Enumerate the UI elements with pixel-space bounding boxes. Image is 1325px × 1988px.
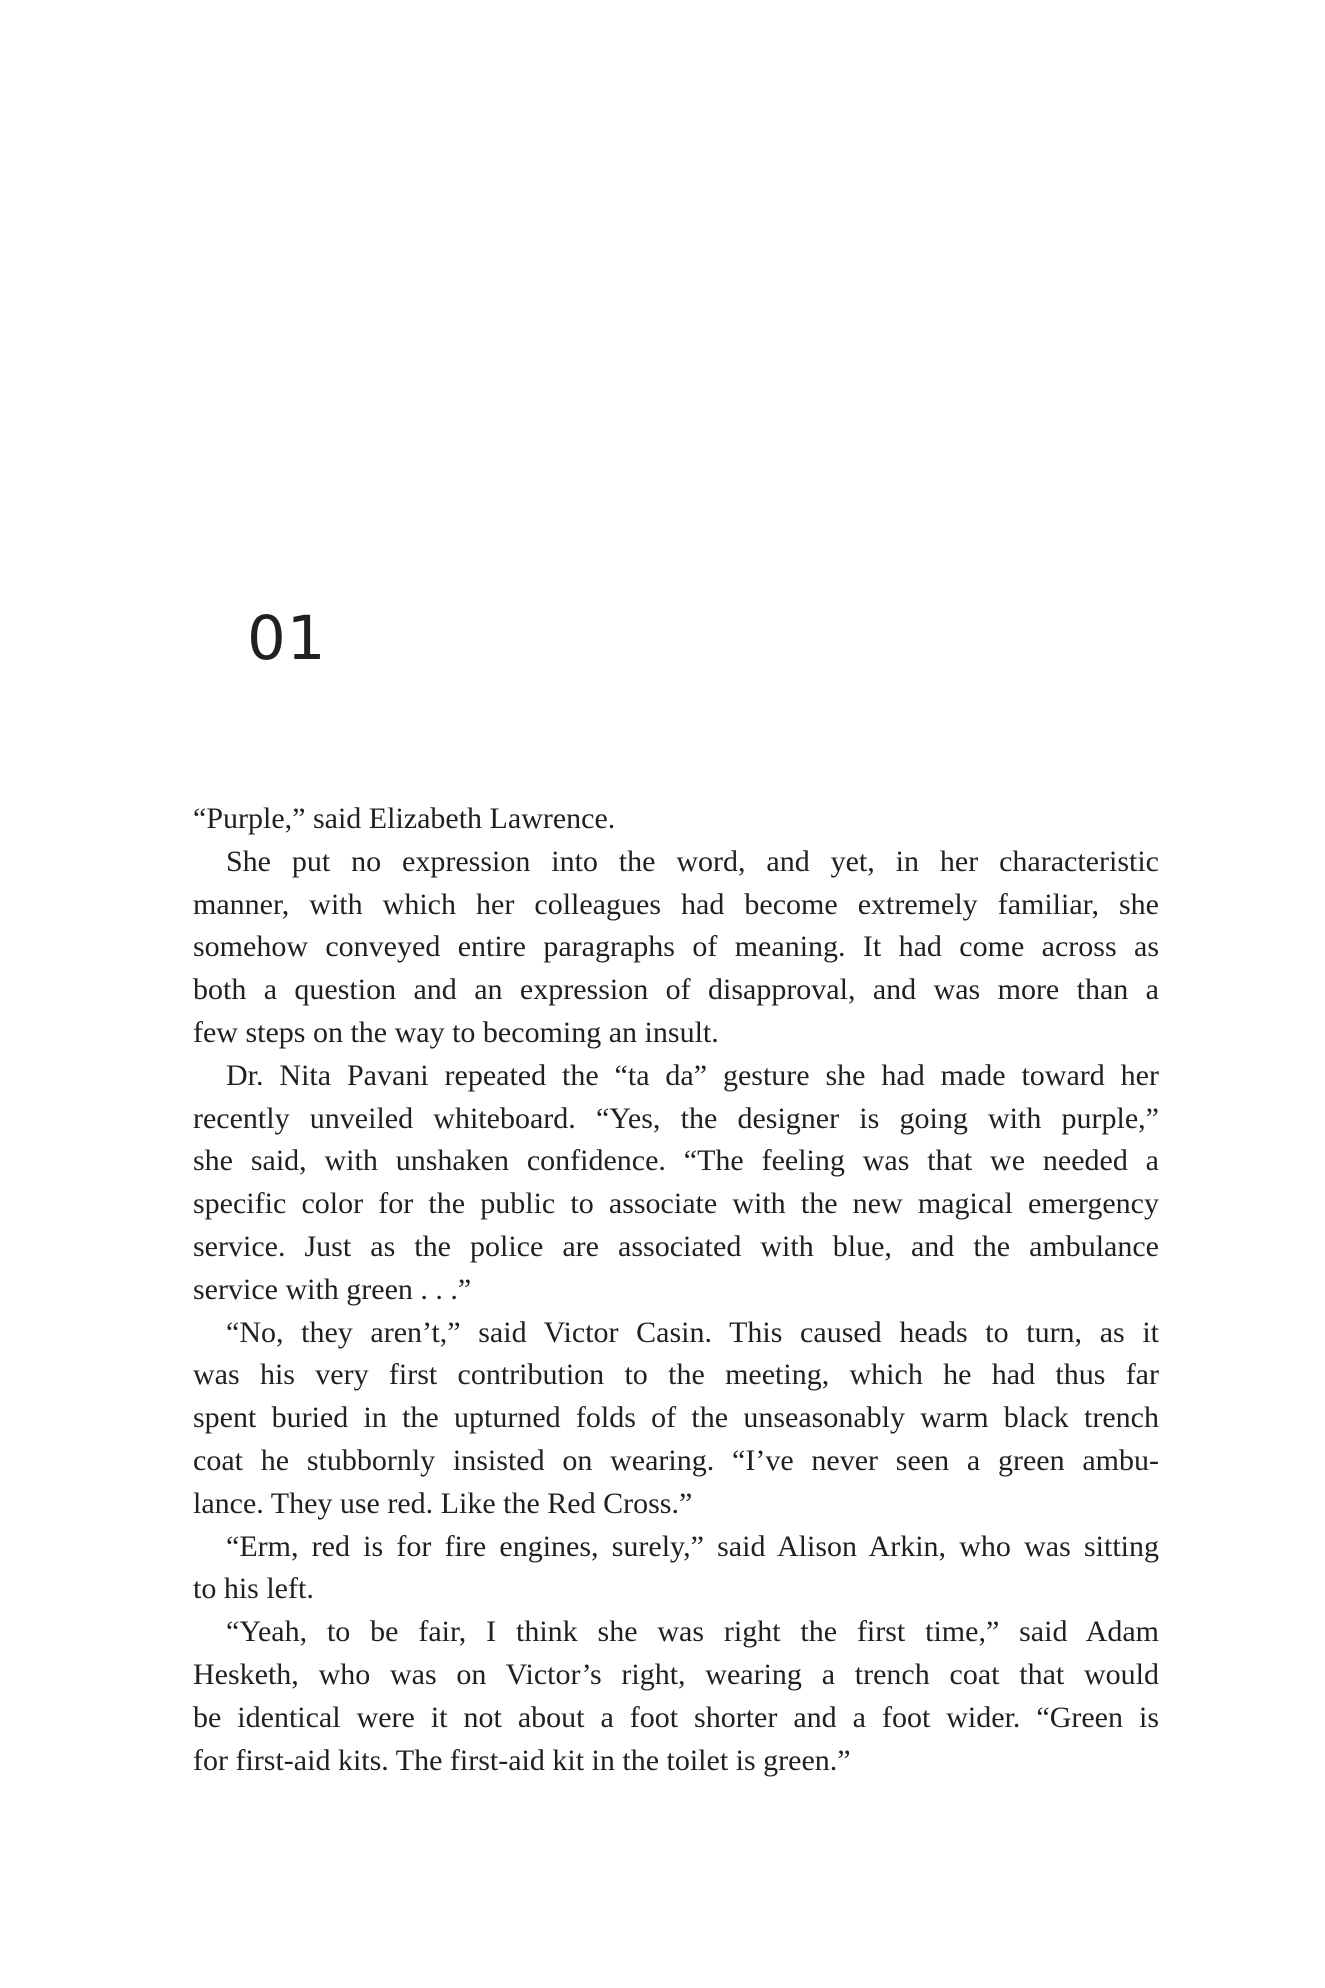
paragraph-line: few steps on the way to becoming an insult.: [193, 1015, 719, 1049]
paragraph-line: be identical were it not about a foot shorter and a foot wider. “Green is: [193, 1700, 1159, 1734]
paragraph-line: both a question and an expression of disapproval, and was more than a: [193, 973, 1159, 1007]
paragraph-line: She put no expression into the word, and yet, in her characteristic: [226, 844, 1159, 878]
chapter-body: [193, 798, 1159, 1782]
paragraph-line: to his left.: [193, 1572, 314, 1606]
paragraph-line: for first-aid kits. The first-aid kit in the toilet is green.”: [193, 1743, 851, 1777]
paragraph-line: somehow conveyed entire paragraphs of meaning. It had come across as: [193, 930, 1159, 964]
paragraph-line: she said, with unshaken confidence. “The feeling was that we needed a: [193, 1144, 1159, 1178]
paragraph-line: service. Just as the police are associated with blue, and the ambulance: [193, 1229, 1159, 1263]
chapter-number: 01: [247, 603, 327, 674]
paragraph-line: “No, they aren’t,” said Victor Casin. This caused heads to turn, as it: [226, 1315, 1159, 1349]
paragraph-line: Dr. Nita Pavani repeated the “ta da” gesture she had made toward her: [226, 1058, 1159, 1092]
paragraph-line: Hesketh, who was on Victor’s right, wearing a trench coat that would: [193, 1657, 1159, 1691]
paragraph-line: lance. They use red. Like the Red Cross.”: [193, 1486, 693, 1520]
paragraph-line: specific color for the public to associate with the new magical emergency: [193, 1187, 1159, 1221]
paragraph-line: “Purple,” said Elizabeth Lawrence.: [193, 802, 616, 835]
paragraph-line: spent buried in the upturned folds of the unseasonably warm black trench: [193, 1401, 1159, 1435]
paragraph-line: was his very first contribution to the meeting, which he had thus far: [193, 1358, 1159, 1392]
paragraph-line: manner, with which her colleagues had become extremely familiar, she: [193, 887, 1159, 921]
paragraph-line: “Erm, red is for fire engines, surely,” said Alison Arkin, who was sitting: [226, 1529, 1159, 1563]
paragraph-line: service with green . . .”: [193, 1272, 472, 1306]
paragraph-line: recently unveiled whiteboard. “Yes, the designer is going with purple,”: [193, 1101, 1159, 1135]
paragraph-line: “Yeah, to be fair, I think she was right the first time,” said Adam: [226, 1615, 1159, 1649]
paragraph-line: coat he stubbornly insisted on wearing. “I’ve never seen a green ambu-: [193, 1443, 1159, 1477]
